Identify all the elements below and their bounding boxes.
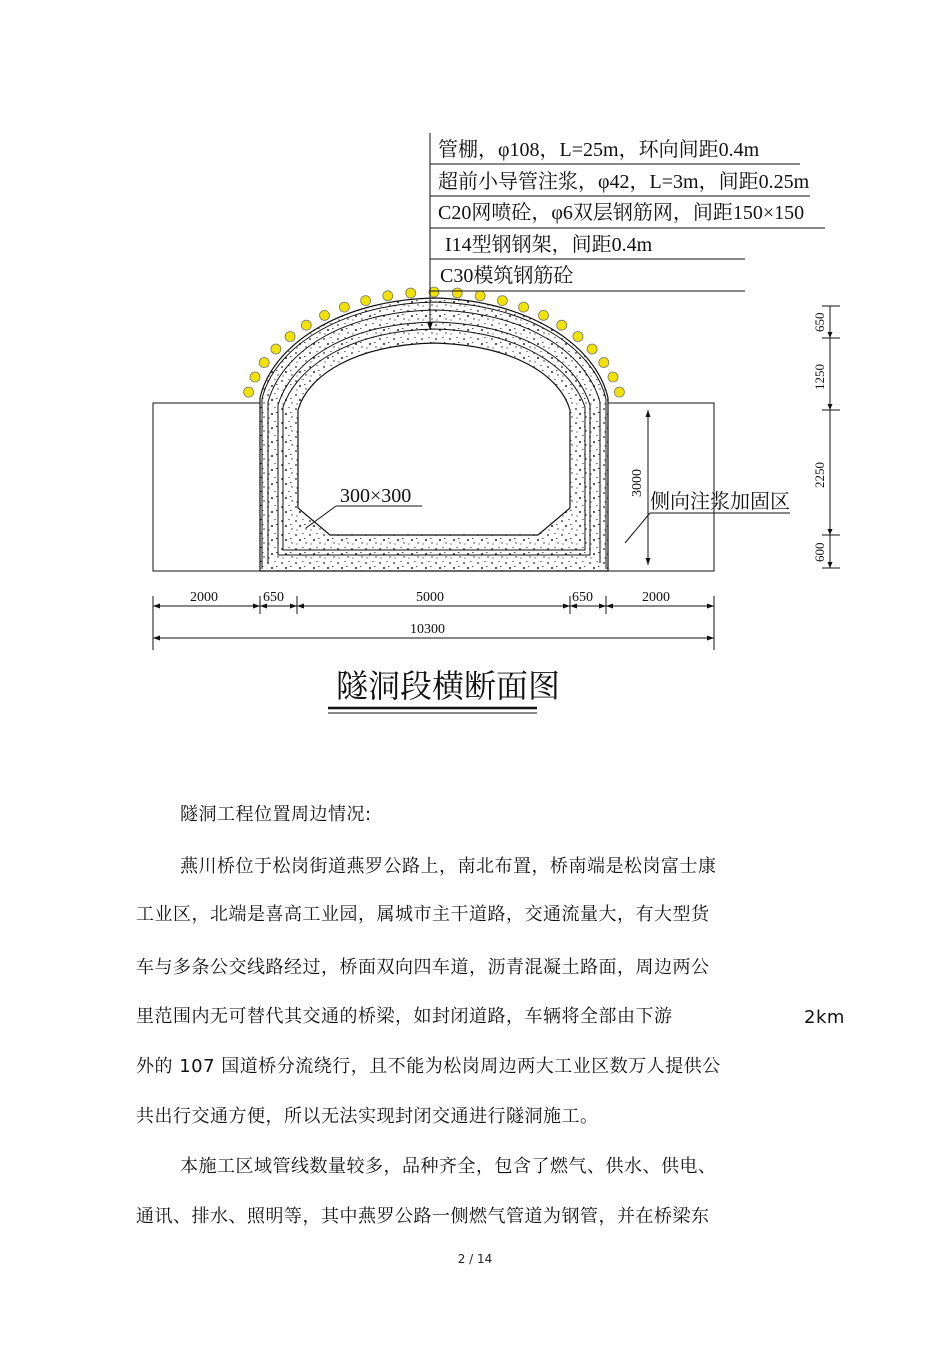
paragraph-line: 通讯、排水、照明等，其中燕罗公路一侧燃气管道为钢管，并在桥梁东 (136, 1206, 710, 1227)
paragraph-line: 车与多条公交线路经过，桥面双向四车道，沥青混凝土路面，周边两公 (136, 957, 710, 978)
pipe-roof-circle (614, 387, 624, 397)
pipe-roof-circle (383, 291, 393, 301)
total-width-dimension: 10300 (410, 622, 445, 637)
chamfer-label: 300×300 (340, 485, 412, 507)
callout-pipe-roof: 管棚，φ108，L=25m，环向间距0.4m (438, 139, 760, 161)
bottom-dim-2000-right: 2000 (642, 590, 670, 605)
bottom-dim-650-right: 650 (572, 590, 593, 605)
drawing-title: 隧洞段横断面图 (336, 668, 561, 704)
paragraph-line: 本施工区域管线数量较多，品种齐全，包含了燃气、供水、供电、 (180, 1156, 717, 1177)
pipe-roof-circle (244, 387, 254, 397)
pipe-roof-circle (361, 296, 371, 306)
pipe-roof-circle (285, 332, 295, 342)
right-dim-1250: 1250 (812, 364, 827, 390)
callout-steel-frame: I14型钢钢架，间距0.4m (445, 234, 653, 256)
pipe-roof-circle (406, 288, 416, 298)
right-grout-zone (608, 403, 714, 571)
section-heading: 隧洞工程位置周边情况: (180, 804, 372, 825)
right-dim-600: 600 (812, 542, 827, 562)
pipe-roof-circle (320, 310, 330, 320)
right-dim-650: 650 (812, 312, 827, 332)
bottom-dim-2000-left: 2000 (190, 590, 218, 605)
pipe-roof-circle (587, 344, 597, 354)
paragraph-line: 燕川桥位于松岗街道燕罗公路上，南北布置，桥南端是松岗富士康 (180, 856, 717, 877)
left-grout-zone (153, 403, 260, 571)
page-number: 2 / 14 (457, 1252, 493, 1266)
paragraph-line: 共出行交通方便，所以无法实现封闭交通进行隧洞施工。 (136, 1106, 599, 1127)
callout-shotcrete: C20网喷砼，φ6双层钢筋网，间距150×150 (438, 202, 805, 224)
pipe-roof-circle (519, 302, 529, 312)
pipe-roof-circle (250, 372, 260, 382)
pipe-roof-circle (301, 320, 311, 330)
pipe-roof-circle (271, 344, 281, 354)
callout-small-pipe-grouting: 超前小导管注浆，φ42，L=3m，间距0.25m (438, 171, 810, 193)
height-dimension: 3000 (630, 469, 645, 497)
paragraph-line: 外的 107 国道桥分流绕行，且不能为松岗周边两大工业区数万人提供公 (136, 1056, 721, 1077)
pipe-roof-circle (539, 310, 549, 320)
paragraph-line-2km: 2km (804, 1007, 845, 1028)
pipe-roof-circle (475, 291, 485, 301)
bottom-dim-650-left: 650 (263, 590, 284, 605)
pipe-roof-circle (259, 358, 269, 368)
pipe-roof-circle (339, 302, 349, 312)
bottom-dim-5000: 5000 (416, 590, 444, 605)
pipe-roof-circle (452, 288, 462, 298)
pipe-roof-circle (599, 358, 609, 368)
side-grouting-label: 侧向注浆加固区 (650, 491, 790, 513)
pipe-roof-circle (497, 296, 507, 306)
right-dim-2250: 2250 (812, 462, 827, 488)
pipe-roof-circle (573, 332, 583, 342)
callout-cast-concrete: C30模筑钢筋砼 (440, 265, 574, 287)
pipe-roof-circle (557, 320, 567, 330)
paragraph-line: 工业区，北端是喜高工业园，属城市主干道路，交通流量大，有大型货 (136, 904, 710, 925)
pipe-roof-circle (608, 372, 618, 382)
paragraph-line: 里范围内无可替代其交通的桥梁，如封闭道路，车辆将全部由下游 (136, 1006, 673, 1027)
